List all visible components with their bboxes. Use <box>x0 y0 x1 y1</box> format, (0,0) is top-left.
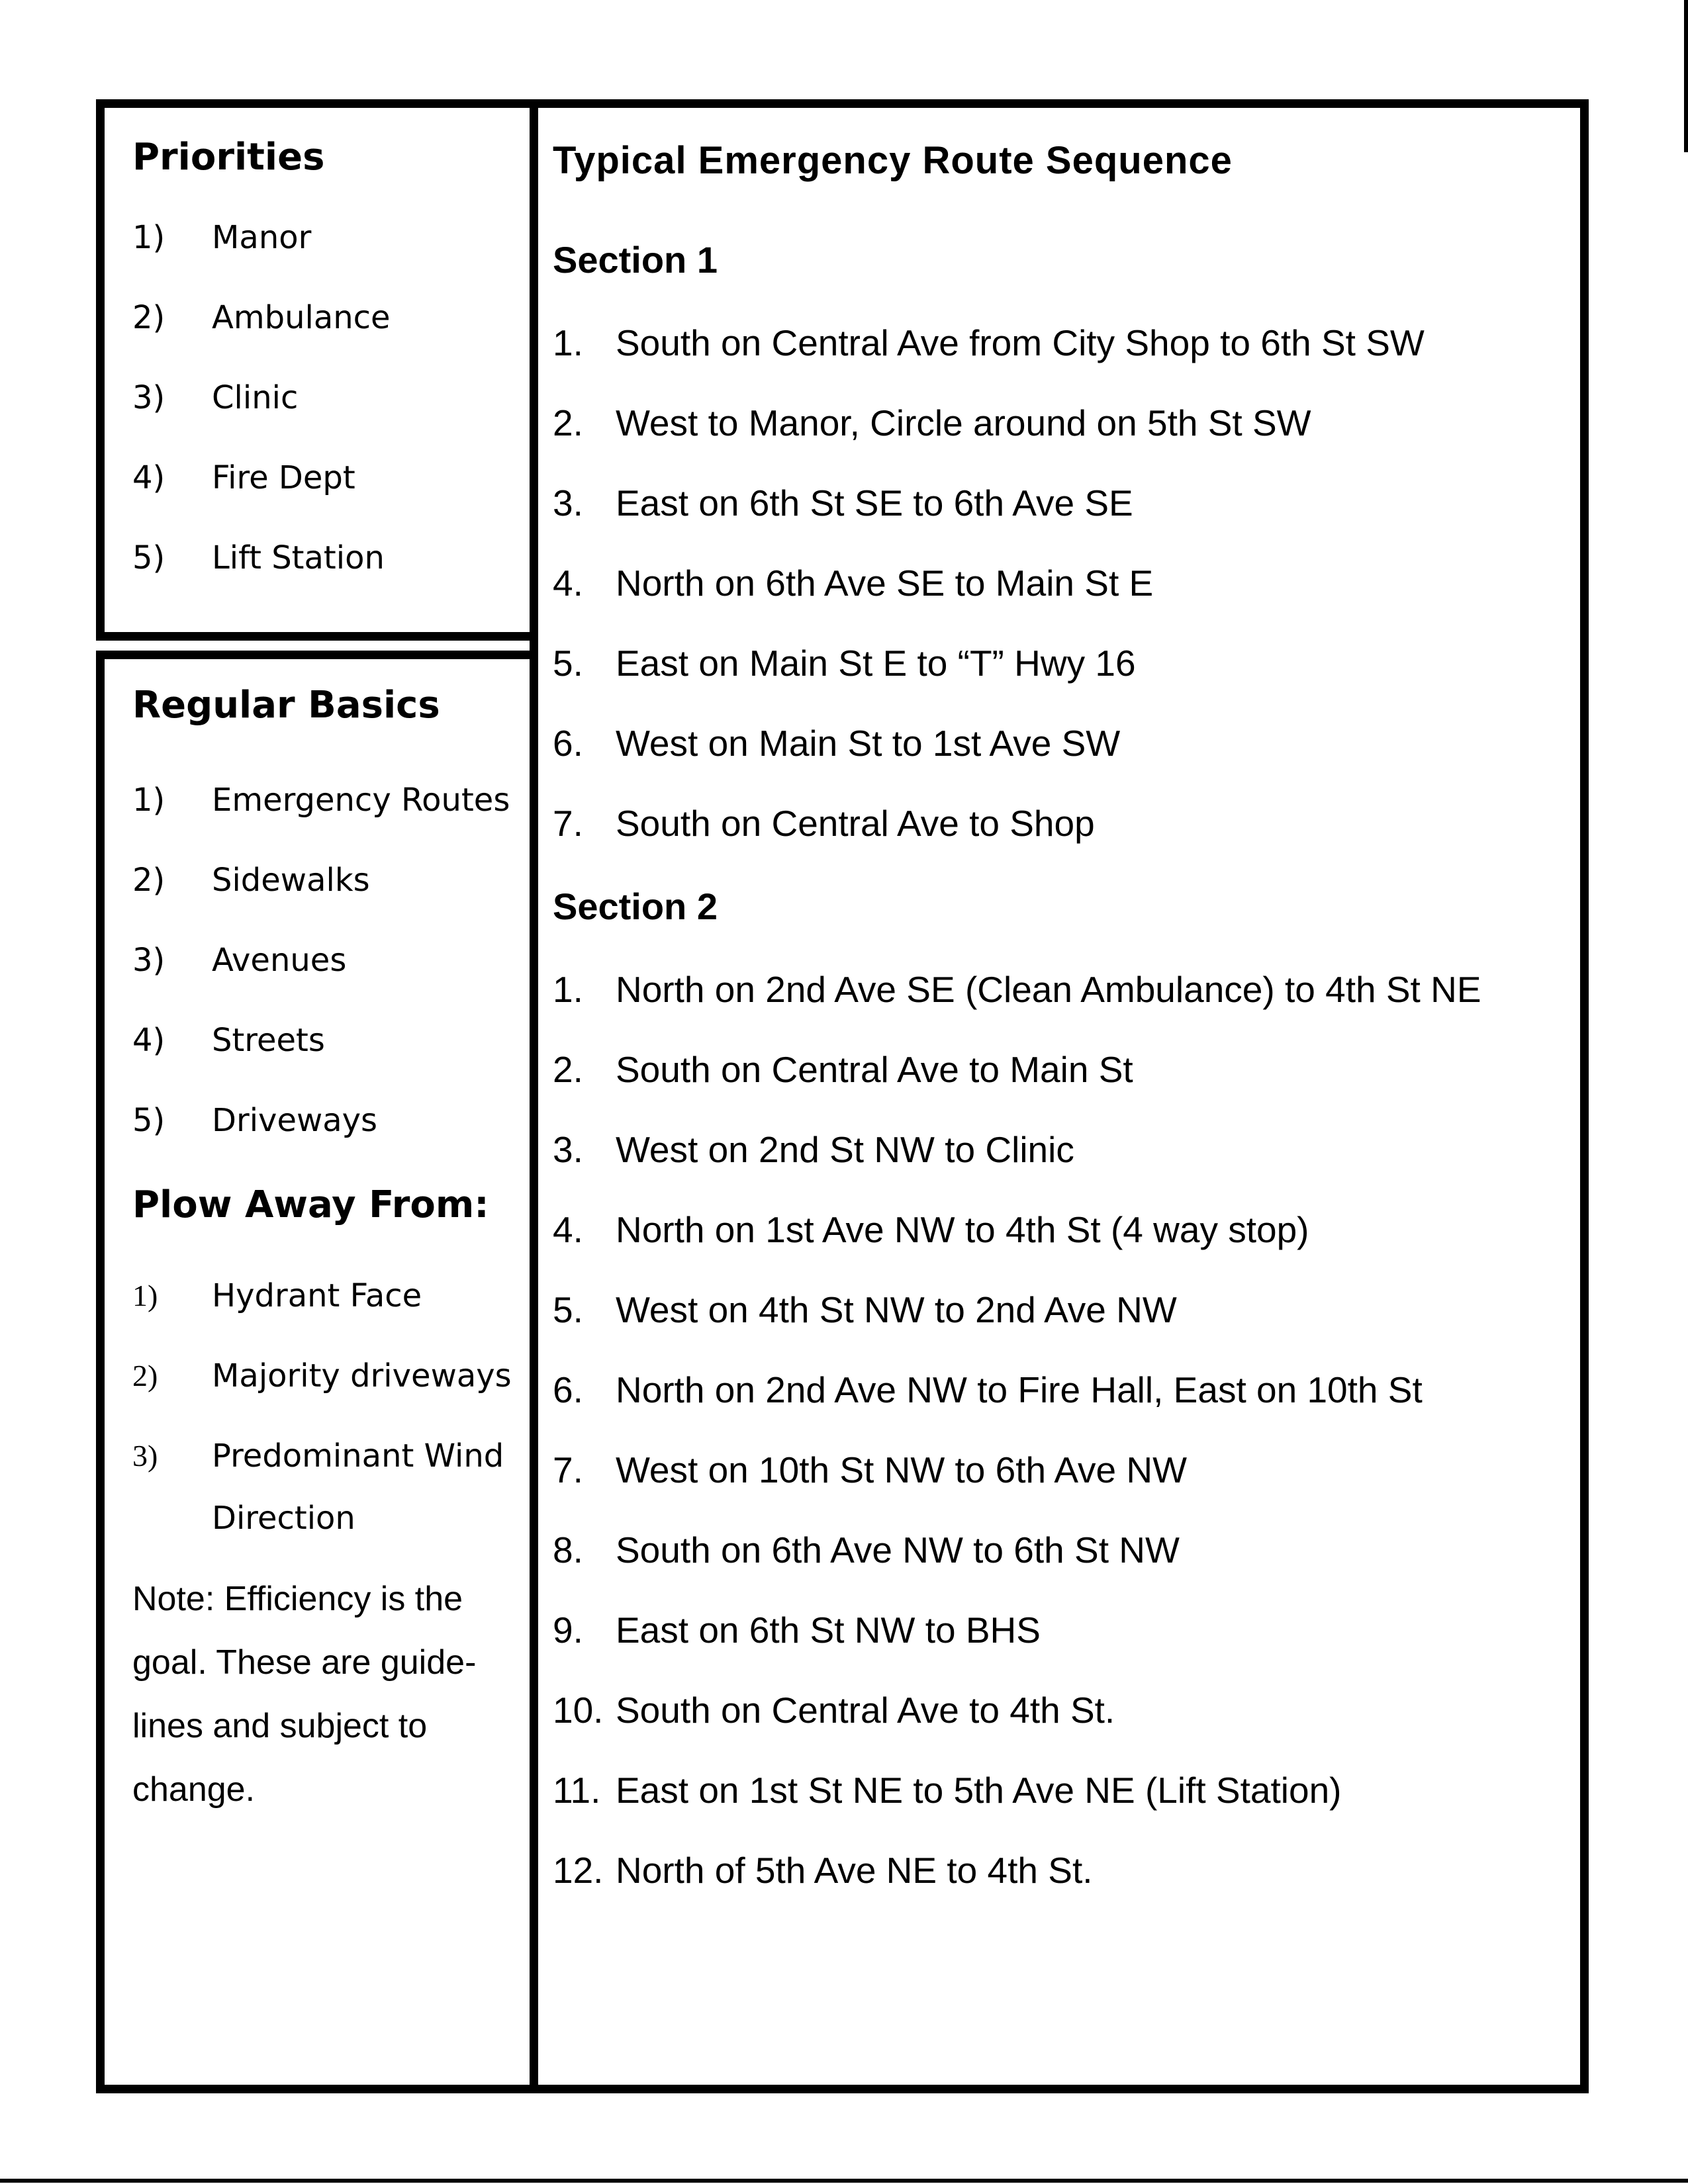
step-text: West on Main St to 1st Ave SW <box>616 723 1121 764</box>
route-step <box>553 1610 1567 1650</box>
item-number: 2) <box>132 299 165 336</box>
step-number: 1. <box>553 969 583 1010</box>
item-text: Majority driveways <box>212 1357 512 1394</box>
item-text: Streets <box>212 1022 325 1059</box>
list-item <box>132 459 524 496</box>
route-sequence-title: Typical Emergency Route Sequence <box>553 139 1233 182</box>
item-number: 3) <box>132 942 165 979</box>
step-text: East on 6th St NW to BHS <box>616 1610 1041 1651</box>
route-step <box>553 1690 1567 1730</box>
scan-edge-bottom <box>0 2179 1688 2183</box>
item-text: Fire Dept <box>212 459 355 496</box>
route-step <box>553 403 1567 443</box>
item-text: Manor <box>212 219 312 256</box>
item-number: 5) <box>132 1102 165 1139</box>
list-item <box>132 1102 524 1139</box>
route-sequence-panel <box>530 99 1589 2093</box>
step-number: 2. <box>553 1049 583 1090</box>
note-line: goal. These are guide- <box>132 1643 477 1682</box>
step-number: 5. <box>553 643 583 684</box>
step-text: South on 6th Ave NW to 6th St NW <box>616 1529 1180 1570</box>
scan-edge-right <box>1684 0 1688 152</box>
step-text: South on Central Ave from City Shop to 6th St SW <box>616 322 1425 363</box>
route-step <box>553 1530 1567 1570</box>
step-text: West on 2nd St NW to Clinic <box>616 1129 1074 1170</box>
route-step <box>553 563 1567 603</box>
step-number: 6. <box>553 1369 583 1410</box>
step-number: 3. <box>553 482 583 523</box>
plow-away-list <box>132 1265 524 1549</box>
section-2-list <box>553 970 1567 1890</box>
route-step <box>553 1370 1567 1410</box>
step-number: 3. <box>553 1129 583 1170</box>
route-step <box>553 803 1567 843</box>
item-text: Lift Station <box>212 539 385 576</box>
regular-basics-list <box>132 782 524 1139</box>
list-item <box>132 862 524 899</box>
route-step <box>553 323 1567 363</box>
step-text: West on 10th St NW to 6th Ave NW <box>616 1449 1188 1490</box>
section-2-title: Section 2 <box>553 886 718 927</box>
route-step <box>553 1290 1567 1330</box>
route-step <box>553 1130 1567 1169</box>
plow-away-title: Plow Away From: <box>132 1183 489 1226</box>
list-item <box>132 539 524 576</box>
step-text: East on Main St E to “T” Hwy 16 <box>616 643 1136 684</box>
step-number: 4. <box>553 1209 583 1250</box>
item-text: Avenues <box>212 942 347 979</box>
route-step <box>553 1770 1567 1810</box>
list-item <box>132 1022 524 1059</box>
item-text: Clinic <box>212 379 299 416</box>
step-text: North on 1st Ave NW to 4th St (4 way stop) <box>616 1209 1309 1250</box>
step-number: 9. <box>553 1610 583 1651</box>
note-line: change. <box>132 1770 256 1809</box>
note-line: Note: Efficiency is the <box>132 1580 463 1618</box>
step-number: 10. <box>553 1690 604 1731</box>
item-number: 1) <box>132 219 165 256</box>
item-number: 4) <box>132 1022 165 1059</box>
step-text: West on 4th St NW to 2nd Ave NW <box>616 1289 1177 1330</box>
item-number: 2) <box>132 1359 158 1392</box>
item-number: 3) <box>132 379 165 416</box>
list-item <box>132 1425 524 1549</box>
list-item <box>132 379 524 416</box>
regular-basics-title: Regular Basics <box>132 684 440 727</box>
regular-basics-panel <box>96 651 538 2093</box>
item-number: 1) <box>132 782 165 819</box>
item-number: 4) <box>132 459 165 496</box>
item-number: 2) <box>132 862 165 899</box>
list-item <box>132 1265 524 1327</box>
step-text: South on Central Ave to Shop <box>616 803 1095 844</box>
step-number: 2. <box>553 402 583 443</box>
route-step <box>553 1450 1567 1490</box>
list-item <box>132 219 524 256</box>
route-step <box>553 970 1567 1009</box>
item-text: Sidewalks <box>212 862 370 899</box>
route-step <box>553 1050 1567 1089</box>
priorities-panel <box>96 99 538 641</box>
route-step <box>553 1850 1567 1890</box>
step-number: 1. <box>553 322 583 363</box>
item-text: Predominant Wind Direction <box>212 1437 504 1537</box>
step-number: 5. <box>553 1289 583 1330</box>
item-number: 3) <box>132 1439 158 1473</box>
list-item <box>132 299 524 336</box>
step-number: 7. <box>553 1449 583 1490</box>
step-number: 11. <box>553 1770 601 1811</box>
priorities-list <box>132 219 524 576</box>
step-number: 7. <box>553 803 583 844</box>
step-number: 6. <box>553 723 583 764</box>
step-text: North on 6th Ave SE to Main St E <box>616 563 1154 604</box>
step-text: North on 2nd Ave SE (Clean Ambulance) to 4th St NE <box>616 969 1481 1010</box>
step-text: North on 2nd Ave NW to Fire Hall, East on 10th St <box>616 1369 1423 1410</box>
route-step <box>553 643 1567 683</box>
step-text: South on Central Ave to 4th St. <box>616 1690 1115 1731</box>
step-number: 8. <box>553 1529 583 1570</box>
note-line: lines and subject to <box>132 1707 428 1745</box>
item-number: 1) <box>132 1279 158 1312</box>
route-step <box>553 1210 1567 1250</box>
step-text: West to Manor, Circle around on 5th St SW <box>616 402 1311 443</box>
step-number: 4. <box>553 563 583 604</box>
list-item <box>132 1345 524 1407</box>
route-step <box>553 483 1567 523</box>
step-text: North of 5th Ave NE to 4th St. <box>616 1850 1093 1891</box>
item-text: Driveways <box>212 1102 378 1139</box>
note-text <box>132 1567 524 1821</box>
section-1-list <box>553 323 1567 843</box>
route-step <box>553 723 1567 763</box>
step-text: East on 6th St SE to 6th Ave SE <box>616 482 1133 523</box>
list-item <box>132 782 524 819</box>
item-text: Ambulance <box>212 299 391 336</box>
list-item <box>132 942 524 979</box>
section-1-title: Section 1 <box>553 239 718 281</box>
item-text: Emergency Routes <box>212 782 510 819</box>
item-text: Hydrant Face <box>212 1277 422 1314</box>
step-number: 12. <box>553 1850 604 1891</box>
item-number: 5) <box>132 539 165 576</box>
step-text: South on Central Ave to Main St <box>616 1049 1133 1090</box>
priorities-title: Priorities <box>132 136 325 179</box>
step-text: East on 1st St NE to 5th Ave NE (Lift Station) <box>616 1770 1342 1811</box>
